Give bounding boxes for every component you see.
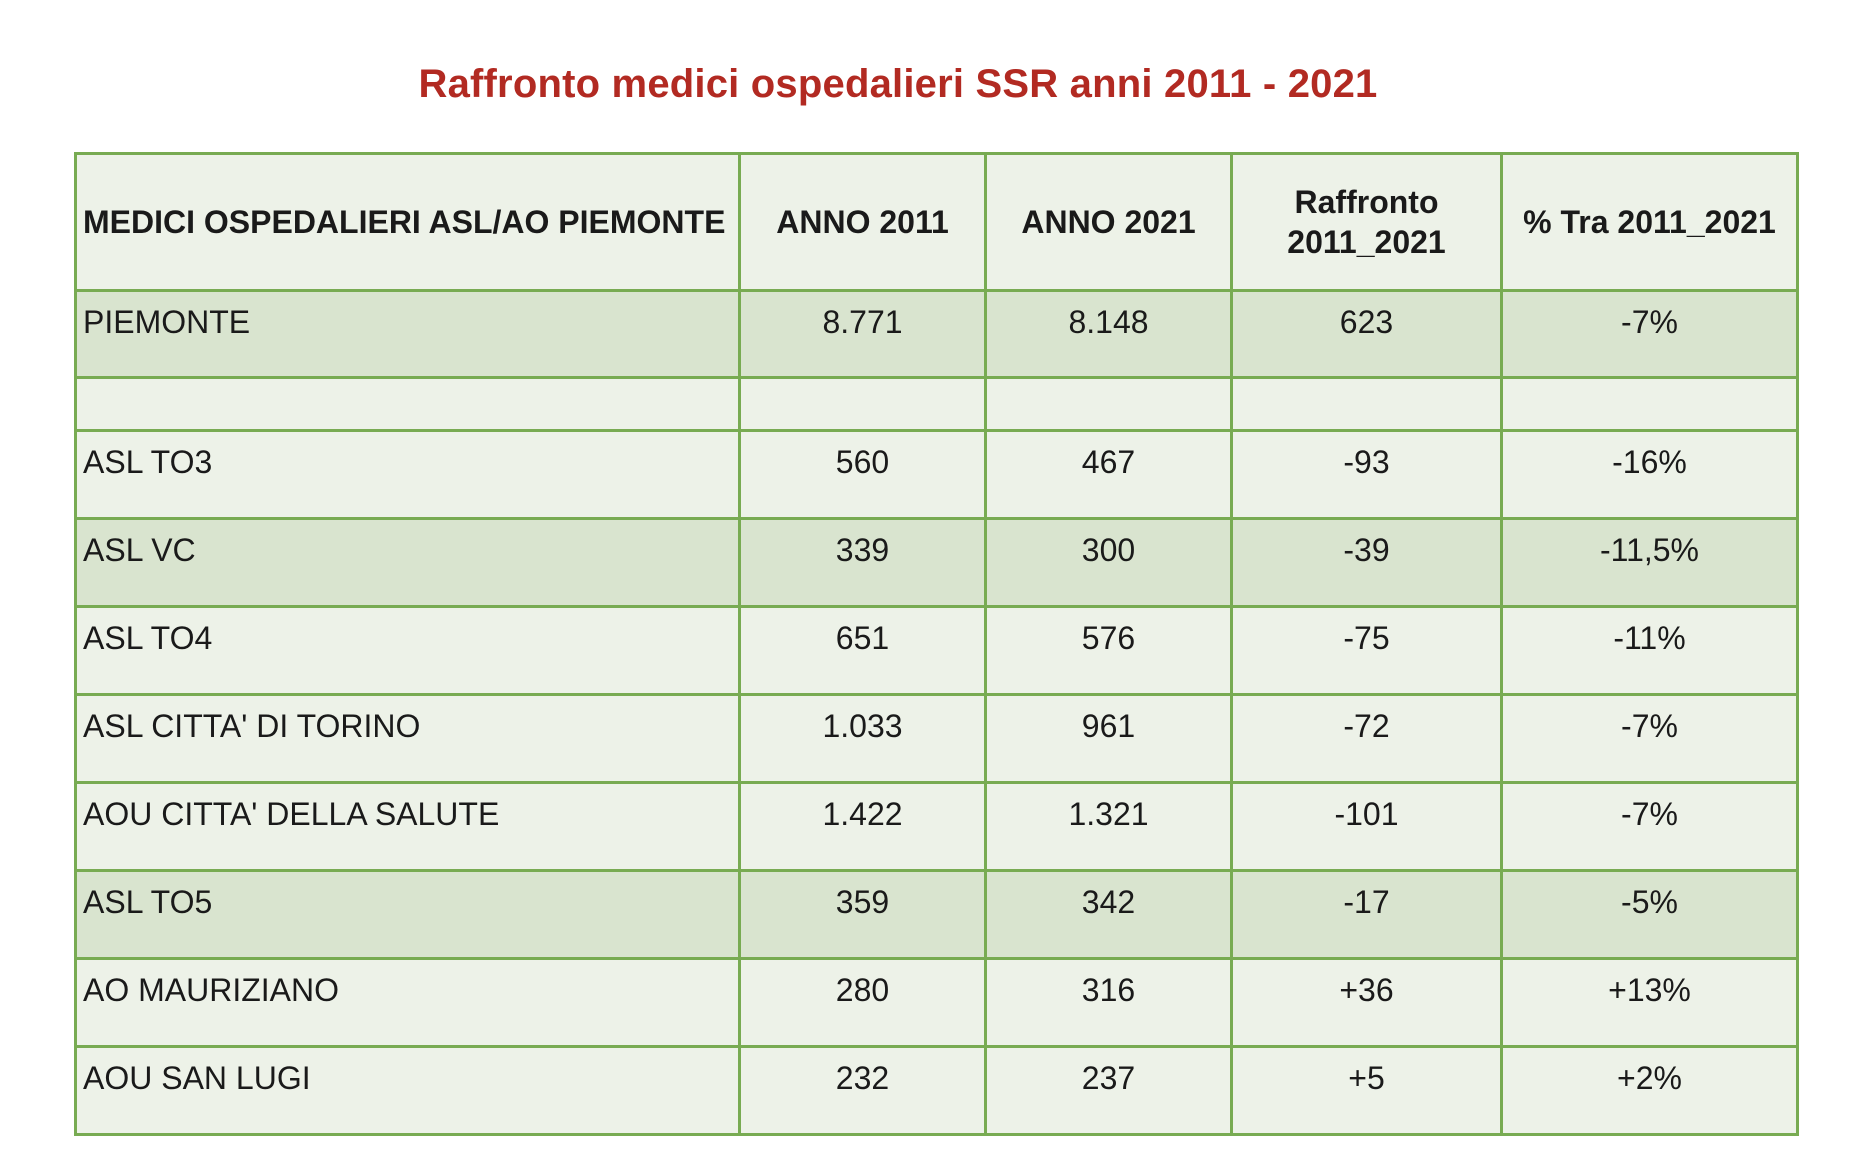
cell-2011: 359 xyxy=(740,871,986,959)
cell-2021: 576 xyxy=(986,607,1232,695)
cell-2011 xyxy=(740,378,986,431)
header-cell-2011 xyxy=(740,154,986,291)
cell-diff: -72 xyxy=(1232,695,1502,783)
page-title: Raffronto medici ospedalieri SSR anni 2011 - 2021 xyxy=(418,62,1378,106)
cell-diff: +5 xyxy=(1232,1047,1502,1135)
cell-2011: 560 xyxy=(740,431,986,519)
cell-2011: 1.033 xyxy=(740,695,986,783)
table-row xyxy=(76,291,1798,378)
header-cell-name xyxy=(76,154,740,291)
cell-2021: 342 xyxy=(986,871,1232,959)
data-table xyxy=(74,152,1799,1136)
table-row xyxy=(76,871,1798,959)
cell-2021: 316 xyxy=(986,959,1232,1047)
cell-2021: 300 xyxy=(986,519,1232,607)
header-row xyxy=(76,154,1798,291)
header-label: % Tra 2011_2021 xyxy=(1523,204,1776,240)
header-label: MEDICI OSPEDALIERI ASL/AO PIEMONTE xyxy=(83,204,726,240)
cell-pct xyxy=(1502,378,1798,431)
cell-2021: 467 xyxy=(986,431,1232,519)
cell-pct: -7% xyxy=(1502,695,1798,783)
table-row-empty xyxy=(76,378,1798,431)
cell-name: ASL VC xyxy=(76,519,740,607)
cell-pct: -5% xyxy=(1502,871,1798,959)
table-row xyxy=(76,519,1798,607)
cell-diff: -93 xyxy=(1232,431,1502,519)
cell-name: PIEMONTE xyxy=(76,291,740,378)
table-row xyxy=(76,959,1798,1047)
cell-pct: -7% xyxy=(1502,783,1798,871)
cell-diff: -101 xyxy=(1232,783,1502,871)
cell-name xyxy=(76,378,740,431)
cell-name: AOU SAN LUGI xyxy=(76,1047,740,1135)
cell-name: ASL TO5 xyxy=(76,871,740,959)
cell-2011: 280 xyxy=(740,959,986,1047)
header-label: ANNO 2011 xyxy=(776,204,949,240)
cell-diff: 623 xyxy=(1232,291,1502,378)
cell-2021: 8.148 xyxy=(986,291,1232,378)
cell-pct: -16% xyxy=(1502,431,1798,519)
cell-diff: -39 xyxy=(1232,519,1502,607)
header-label: Raffronto 2011_2021 xyxy=(1287,184,1446,260)
cell-name: AOU CITTA' DELLA SALUTE xyxy=(76,783,740,871)
header-cell-2021 xyxy=(986,154,1232,291)
cell-name: ASL TO3 xyxy=(76,431,740,519)
cell-pct: -11% xyxy=(1502,607,1798,695)
cell-pct: +2% xyxy=(1502,1047,1798,1135)
cell-2011: 339 xyxy=(740,519,986,607)
cell-2011: 1.422 xyxy=(740,783,986,871)
cell-2021: 1.321 xyxy=(986,783,1232,871)
cell-2021: 961 xyxy=(986,695,1232,783)
cell-2021 xyxy=(986,378,1232,431)
table-row xyxy=(76,695,1798,783)
header-cell-pct xyxy=(1502,154,1798,291)
header-label: ANNO 2021 xyxy=(1021,204,1196,240)
header-cell-diff xyxy=(1232,154,1502,291)
table-row xyxy=(76,1047,1798,1135)
cell-pct: -11,5% xyxy=(1502,519,1798,607)
cell-diff: -17 xyxy=(1232,871,1502,959)
cell-name: ASL CITTA' DI TORINO xyxy=(76,695,740,783)
cell-pct: +13% xyxy=(1502,959,1798,1047)
cell-2021: 237 xyxy=(986,1047,1232,1135)
cell-2011: 8.771 xyxy=(740,291,986,378)
cell-diff: -75 xyxy=(1232,607,1502,695)
table-row xyxy=(76,431,1798,519)
cell-diff: +36 xyxy=(1232,959,1502,1047)
cell-name: ASL TO4 xyxy=(76,607,740,695)
cell-2011: 651 xyxy=(740,607,986,695)
table-row xyxy=(76,783,1798,871)
table-row xyxy=(76,607,1798,695)
cell-pct: -7% xyxy=(1502,291,1798,378)
cell-2011: 232 xyxy=(740,1047,986,1135)
cell-name: AO MAURIZIANO xyxy=(76,959,740,1047)
cell-diff xyxy=(1232,378,1502,431)
